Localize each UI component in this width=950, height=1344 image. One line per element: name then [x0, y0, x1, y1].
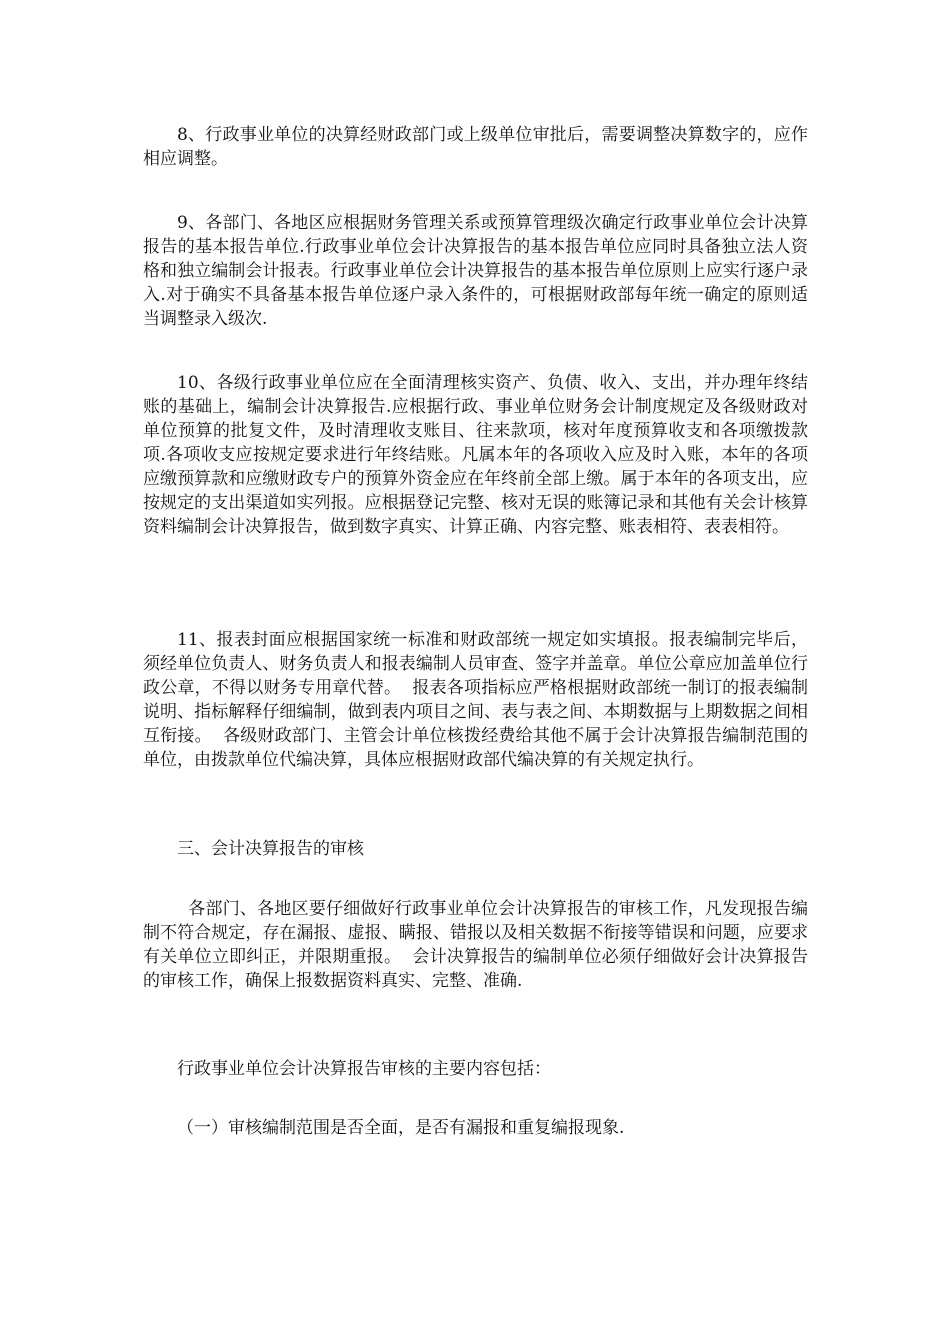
- paragraph-review-work: 各部门、各地区要仔细做好行政事业单位会计决算报告的审核工作，凡发现报告编制不符合规定，存在漏报、虚报、瞒报、错报以及相关数据不衔接等错误和问题，应要求有关单位立即纠正，并限期重报。 会计决算报告的编制单位必须仔细做好会计决算报告的审核工作，确保上报数据资料真实、完整、准确.: [143, 899, 809, 991]
- paragraph-item-9: 9、各部门、各地区应根据财务管理关系或预算管理级次确定行政事业单位会计决算报告的基本报告单位.行政事业单位会计决算报告的基本报告单位应同时具备独立法人资格和独立编制会计报表。行政事业单位会计决算报告的基本报告单位原则上应实行逐户录入.对于确实不具备基本报告单位逐户录入条件的，可根据财政部每年统一确定的原则适当调整录入级次.: [143, 213, 808, 329]
- paragraph-item-10: 10、各级行政事业单位应在全面清理核实资产、负债、收入、支出，并办理年终结账的基础上，编制会计决算报告.应根据行政、事业单位财务会计制度规定及各级财政对单位预算的批复文件，及时清理收支账目、往来款项，核对年度预算收支和各项缴拨款项.各项收支应按规定要求进行年终结账。凡属本年的各项收入应及时入账，本年的各项应缴预算款和应缴财政专户的预算外资金应在年终前全部上缴。属于本年的各项支出，应按规定的支出渠道如实列报。应根据登记完整、核对无误的账簿记录和其他有关会计核算资料编制会计决算报告，做到数字真实、计算正确、内容完整、账表相符、表表相符。: [143, 373, 808, 537]
- paragraph-review-contents-intro: 行政事业单位会计决算报告审核的主要内容包括：: [177, 1059, 551, 1079]
- paragraph-item-8: 8、行政事业单位的决算经财政部门或上级单位审批后，需要调整决算数字的，应作相应调整。: [143, 125, 808, 169]
- paragraph-review-item-1: （一）审核编制范围是否全面，是否有漏报和重复编报现象.: [177, 1118, 625, 1138]
- paragraph-item-11: 11、报表封面应根据国家统一标准和财政部统一规定如实填报。报表编制完毕后，须经单位负责人、财务负责人和报表编制人员审查、签字并盖章。单位公章应加盖单位行政公章，不得以财务专用章代替。 报表各项指标应严格根据财政部统一制订的报表编制说明、指标解释仔细编制，做到表内项目之间、表与表之间、本期数据与上期数据之间相互衔接。 各级财政部门、主管会计单位核拨经费给其他不属于会计决算报告编制范围的单位，由拨款单位代编决算，具体应根据财政部代编决算的有关规定执行。: [143, 630, 808, 770]
- section-heading: 三、会计决算报告的审核: [177, 839, 364, 859]
